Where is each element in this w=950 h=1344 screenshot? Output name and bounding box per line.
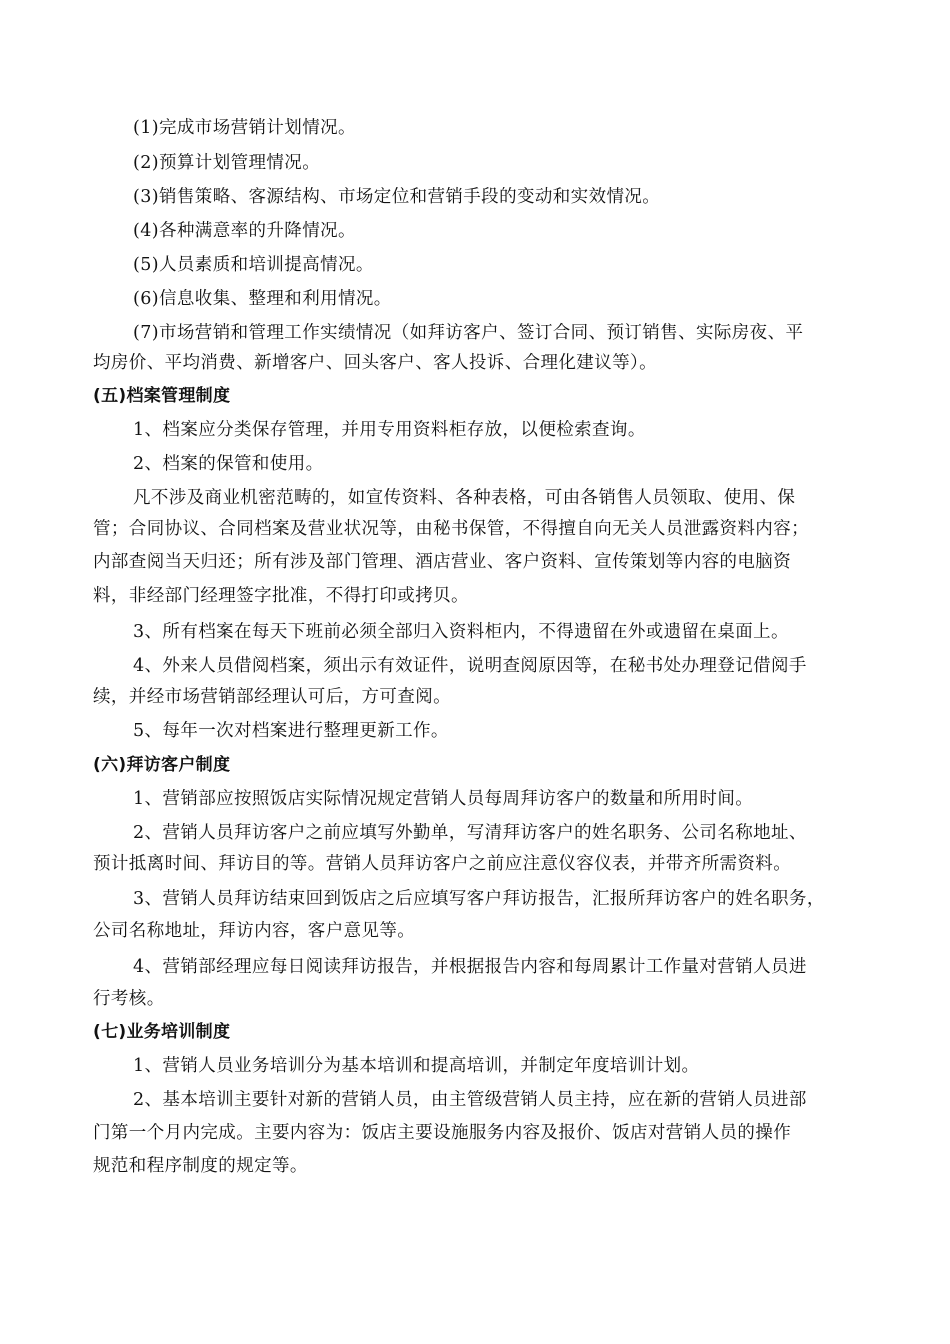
text-line: (2)预算计划管理情况。 [133,153,321,173]
text-line: 1、档案应分类保存管理，并用专用资料柜存放，以便检索查询。 [133,420,646,440]
text-line: 1、营销部应按照饭店实际情况规定营销人员每周拜访客户的数量和所用时间。 [133,789,754,809]
text-line: 内部查阅当天归还；所有涉及部门管理、酒店营业、客户资料、宣传策划等内容的电脑资 [93,552,792,572]
text-line: 均房价、平均消费、新增客户、回头客户、客人投诉、合理化建议等）。 [93,353,658,373]
text-line: 3、营销人员拜访结束回到饭店之后应填写客户拜访报告，汇报所拜访客户的姓名职务， [133,889,825,909]
text-line: 续，并经市场营销部经理认可后，方可查阅。 [93,687,451,707]
text-line: 规范和程序制度的规定等。 [93,1156,308,1176]
text-line: 预计抵离时间、拜访目的等。营销人员拜访客户之前应注意仪容仪表，并带齐所需资料。 [93,854,792,874]
text-line: 2、档案的保管和使用。 [133,454,324,474]
text-line: 料，非经部门经理签字批准，不得打印或拷贝。 [93,586,469,606]
text-line: 4、外来人员借阅档案，须出示有效证件，说明查阅原因等，在秘书处办理登记借阅手 [133,656,807,676]
section-heading: (七)业务培训制度 [93,1022,231,1042]
text-line: (7)市场营销和管理工作实绩情况（如拜访客户、签订合同、预订销售、实际房夜、平 [133,323,804,343]
text-line: 1、营销人员业务培训分为基本培训和提高培训，并制定年度培训计划。 [133,1056,700,1076]
text-line: 3、所有档案在每天下班前必须全部归入资料柜内，不得遗留在外或遗留在桌面上。 [133,622,789,642]
text-line: 5、每年一次对档案进行整理更新工作。 [133,721,449,741]
text-line: 4、营销部经理应每日阅读拜访报告，并根据报告内容和每周累计工作量对营销人员进 [133,957,807,977]
text-line: (4)各种满意率的升降情况。 [133,221,356,241]
text-line: 2、营销人员拜访客户之前应填写外勤单，写清拜访客户的姓名职务、公司名称地址、 [133,823,807,843]
text-line: 公司名称地址，拜访内容，客户意见等。 [93,921,416,941]
text-line: 2、基本培训主要针对新的营销人员，由主管级营销人员主持，应在新的营销人员进部 [133,1090,807,1110]
text-line: 行考核。 [93,989,165,1009]
text-line: 管；合同协议、合同档案及营业状况等，由秘书保管，不得擅自向无关人员泄露资料内容； [93,519,809,539]
text-line: 凡不涉及商业机密范畴的，如宣传资料、各种表格，可由各销售人员领取、使用、保 [133,488,796,508]
section-heading: (五)档案管理制度 [93,386,231,406]
section-heading: (六)拜访客户制度 [93,755,231,775]
text-line: (6)信息收集、整理和利用情况。 [133,289,392,309]
text-line: (5)人员素质和培训提高情况。 [133,255,374,275]
text-line: (1)完成市场营销计划情况。 [133,118,356,138]
text-line: (3)销售策略、客源结构、市场定位和营销手段的变动和实效情况。 [133,187,661,207]
text-line: 门第一个月内完成。主要内容为：饭店主要设施服务内容及报价、饭店对营销人员的操作 [93,1123,792,1143]
